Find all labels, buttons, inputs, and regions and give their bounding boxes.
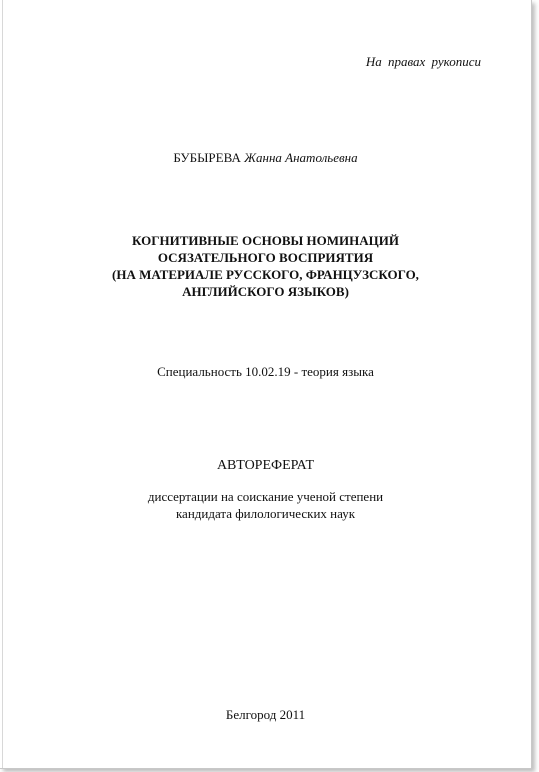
title-line-2: ОСЯЗАТЕЛЬНОГО ВОСПРИЯТИЯ — [157, 250, 374, 265]
degree-purpose — [0, 488, 531, 522]
rights-notice: На правах рукописи — [365, 54, 481, 69]
purpose-line-1: диссертации на соискание ученой степени — [147, 489, 384, 504]
dissertation-title — [0, 232, 531, 300]
author-surname: БУБЫРЕВА — [173, 150, 241, 165]
document-type: АВТОРЕФЕРАТ — [216, 458, 315, 473]
title-line-4: АНГЛИЙСКОГО ЯЗЫКОВ) — [182, 284, 349, 299]
title-line-1: КОГНИТИВНЫЕ ОСНОВЫ НОМИНАЦИЙ — [132, 233, 399, 248]
author-given-names: Жанна Анатольевна — [244, 150, 358, 165]
specialty-line: Специальность 10.02.19 - теория языка — [157, 364, 374, 379]
page-edge-rule — [2, 0, 3, 768]
city-year: Белгород 2011 — [225, 707, 306, 722]
title-line-3: (НА МАТЕРИАЛЕ РУССКОГО, ФРАНЦУЗСКОГО, — [112, 267, 419, 282]
purpose-line-2: кандидата филологических наук — [175, 506, 356, 521]
author-line — [0, 150, 531, 166]
